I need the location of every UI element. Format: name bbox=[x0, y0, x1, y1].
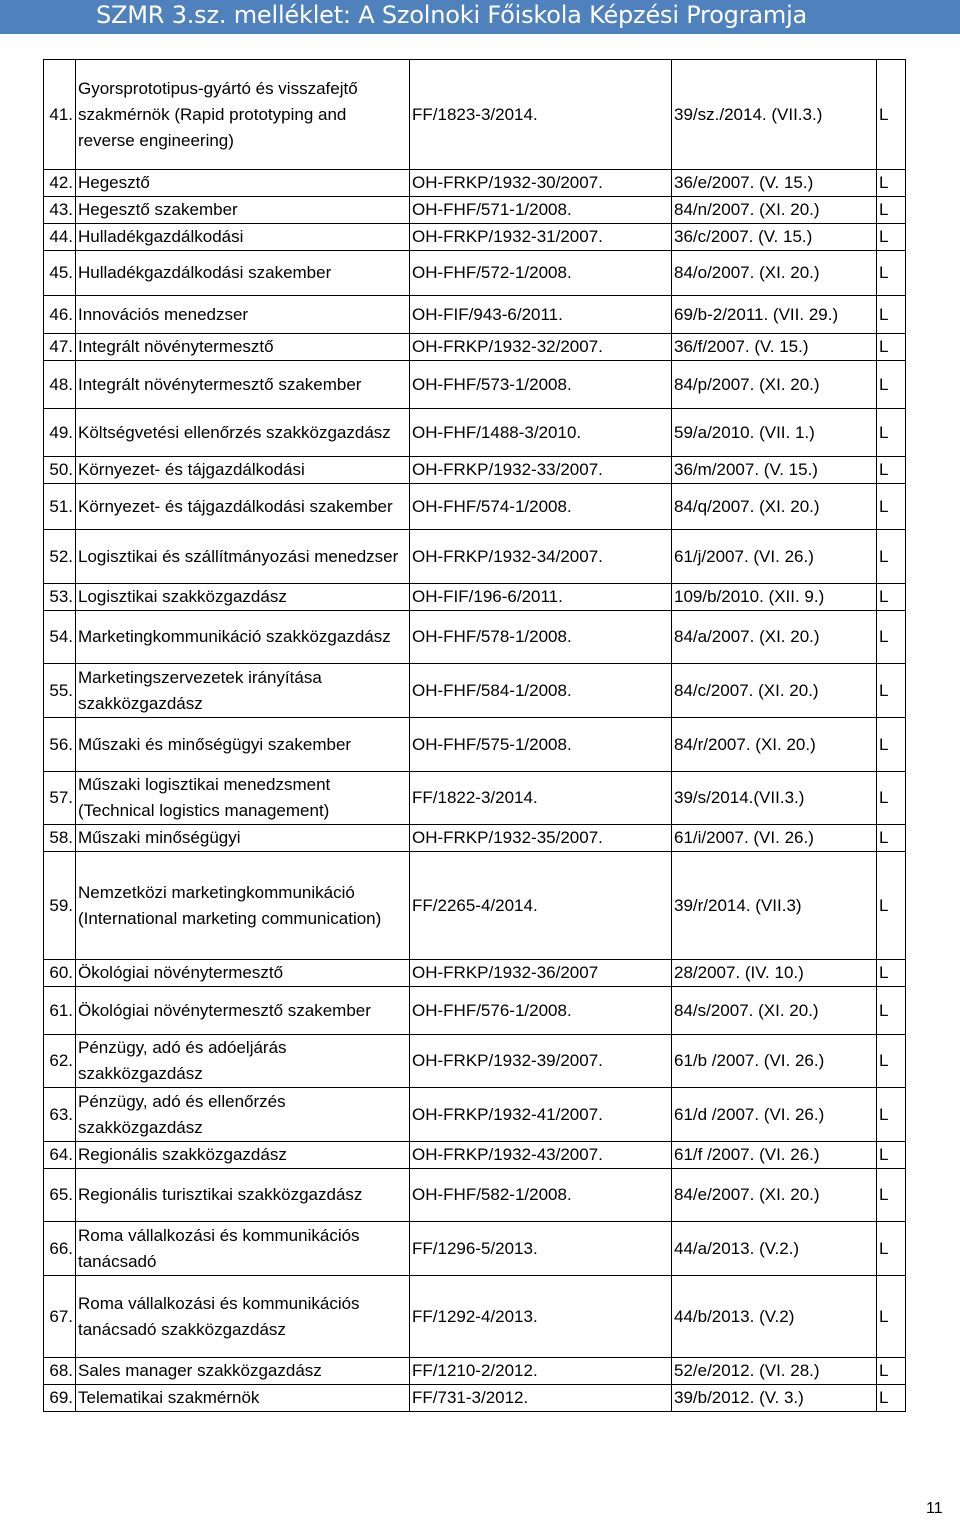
row-number: 43. bbox=[44, 197, 76, 224]
row-number: 64. bbox=[44, 1142, 76, 1169]
program-type: L bbox=[877, 1142, 906, 1169]
decision-number: 28/2007. (IV. 10.) bbox=[672, 960, 877, 987]
decision-number: 84/o/2007. (XI. 20.) bbox=[672, 251, 877, 296]
program-name: Hulladékgazdálkodási bbox=[76, 224, 410, 251]
registration-code: OH-FHF/578-1/2008. bbox=[410, 611, 672, 664]
program-type: L bbox=[877, 530, 906, 584]
decision-number: 84/a/2007. (XI. 20.) bbox=[672, 611, 877, 664]
program-type: L bbox=[877, 251, 906, 296]
table-row bbox=[44, 409, 906, 457]
decision-number: 36/c/2007. (V. 15.) bbox=[672, 224, 877, 251]
registration-code: FF/1210-2/2012. bbox=[410, 1358, 672, 1385]
decision-number: 59/a/2010. (VII. 1.) bbox=[672, 409, 877, 457]
program-name: Integrált növénytermesztő szakember bbox=[76, 361, 410, 409]
table-row bbox=[44, 611, 906, 664]
program-type: L bbox=[877, 960, 906, 987]
program-name: Gyorsprototipus-gyártó és visszafejtő szakmérnök (Rapid prototyping and reverse engineering) bbox=[76, 60, 410, 170]
table-row bbox=[44, 1276, 906, 1358]
registration-code: OH-FRKP/1932-33/2007. bbox=[410, 457, 672, 484]
program-name: Regionális turisztikai szakközgazdász bbox=[76, 1169, 410, 1222]
program-name: Logisztikai és szállítmányozási menedzser bbox=[76, 530, 410, 584]
row-number: 44. bbox=[44, 224, 76, 251]
registration-code: OH-FHF/572-1/2008. bbox=[410, 251, 672, 296]
registration-code: FF/2265-4/2014. bbox=[410, 852, 672, 960]
program-name: Hegesztő bbox=[76, 170, 410, 197]
program-type: L bbox=[877, 1358, 906, 1385]
program-name: Sales manager szakközgazdász bbox=[76, 1358, 410, 1385]
program-type: L bbox=[877, 611, 906, 664]
row-number: 58. bbox=[44, 825, 76, 852]
row-number: 45. bbox=[44, 251, 76, 296]
row-number: 55. bbox=[44, 664, 76, 718]
table-row bbox=[44, 1169, 906, 1222]
program-name: Regionális szakközgazdász bbox=[76, 1142, 410, 1169]
table-row bbox=[44, 361, 906, 409]
row-number: 51. bbox=[44, 484, 76, 530]
program-registry-table bbox=[43, 59, 906, 1412]
decision-number: 84/s/2007. (XI. 20.) bbox=[672, 987, 877, 1035]
table-row bbox=[44, 1385, 906, 1412]
row-number: 52. bbox=[44, 530, 76, 584]
registration-code: OH-FHF/576-1/2008. bbox=[410, 987, 672, 1035]
program-type: L bbox=[877, 334, 906, 361]
row-number: 47. bbox=[44, 334, 76, 361]
row-number: 62. bbox=[44, 1035, 76, 1088]
registration-code: OH-FHF/1488-3/2010. bbox=[410, 409, 672, 457]
registration-code: OH-FRKP/1932-32/2007. bbox=[410, 334, 672, 361]
registration-code: OH-FHF/573-1/2008. bbox=[410, 361, 672, 409]
program-type: L bbox=[877, 772, 906, 825]
table-row bbox=[44, 1035, 906, 1088]
table-row bbox=[44, 852, 906, 960]
table-row bbox=[44, 334, 906, 361]
program-type: L bbox=[877, 1276, 906, 1358]
table-row bbox=[44, 530, 906, 584]
row-number: 49. bbox=[44, 409, 76, 457]
program-name: Pénzügy, adó és adóeljárás szakközgazdász bbox=[76, 1035, 410, 1088]
row-number: 69. bbox=[44, 1385, 76, 1412]
row-number: 46. bbox=[44, 296, 76, 334]
registration-code: OH-FRKP/1932-35/2007. bbox=[410, 825, 672, 852]
row-number: 65. bbox=[44, 1169, 76, 1222]
table-row bbox=[44, 197, 906, 224]
decision-number: 61/j/2007. (VI. 26.) bbox=[672, 530, 877, 584]
registration-code: FF/1292-4/2013. bbox=[410, 1276, 672, 1358]
table-row bbox=[44, 1222, 906, 1276]
program-type: L bbox=[877, 296, 906, 334]
program-type: L bbox=[877, 1088, 906, 1142]
row-number: 41. bbox=[44, 60, 76, 170]
table-row bbox=[44, 484, 906, 530]
page-header-title: SZMR 3.sz. melléklet: A Szolnoki Főiskola Képzési Programja bbox=[96, 1, 808, 29]
decision-number: 39/s/2014.(VII.3.) bbox=[672, 772, 877, 825]
program-name: Pénzügy, adó és ellenőrzés szakközgazdász bbox=[76, 1088, 410, 1142]
program-name: Ökológiai növénytermesztő szakember bbox=[76, 987, 410, 1035]
program-type: L bbox=[877, 60, 906, 170]
decision-number: 84/q/2007. (XI. 20.) bbox=[672, 484, 877, 530]
registration-code: OH-FRKP/1932-31/2007. bbox=[410, 224, 672, 251]
table-row bbox=[44, 987, 906, 1035]
table-row bbox=[44, 1358, 906, 1385]
program-type: L bbox=[877, 852, 906, 960]
program-name: Roma vállalkozási és kommunikációs tanácsadó szakközgazdász bbox=[76, 1276, 410, 1358]
row-number: 59. bbox=[44, 852, 76, 960]
row-number: 67. bbox=[44, 1276, 76, 1358]
table-row bbox=[44, 251, 906, 296]
decision-number: 44/b/2013. (V.2) bbox=[672, 1276, 877, 1358]
decision-number: 84/e/2007. (XI. 20.) bbox=[672, 1169, 877, 1222]
program-name: Költségvetési ellenőrzés szakközgazdász bbox=[76, 409, 410, 457]
decision-number: 36/m/2007. (V. 15.) bbox=[672, 457, 877, 484]
decision-number: 36/e/2007. (V. 15.) bbox=[672, 170, 877, 197]
program-name: Hulladékgazdálkodási szakember bbox=[76, 251, 410, 296]
table-row bbox=[44, 60, 906, 170]
registration-code: OH-FHF/571-1/2008. bbox=[410, 197, 672, 224]
registration-code: OH-FRKP/1932-39/2007. bbox=[410, 1035, 672, 1088]
program-name: Roma vállalkozási és kommunikációs tanácsadó bbox=[76, 1222, 410, 1276]
program-name: Logisztikai szakközgazdász bbox=[76, 584, 410, 611]
decision-number: 61/b /2007. (VI. 26.) bbox=[672, 1035, 877, 1088]
program-type: L bbox=[877, 825, 906, 852]
registration-code: OH-FRKP/1932-34/2007. bbox=[410, 530, 672, 584]
table-row bbox=[44, 960, 906, 987]
program-name: Nemzetközi marketingkommunikáció (International marketing communication) bbox=[76, 852, 410, 960]
row-number: 56. bbox=[44, 718, 76, 772]
registration-code: FF/1822-3/2014. bbox=[410, 772, 672, 825]
table-row bbox=[44, 825, 906, 852]
program-name: Ökológiai növénytermesztő bbox=[76, 960, 410, 987]
registration-code: FF/1823-3/2014. bbox=[410, 60, 672, 170]
row-number: 57. bbox=[44, 772, 76, 825]
program-name: Környezet- és tájgazdálkodási szakember bbox=[76, 484, 410, 530]
program-name: Marketingkommunikáció szakközgazdász bbox=[76, 611, 410, 664]
program-type: L bbox=[877, 457, 906, 484]
program-type: L bbox=[877, 224, 906, 251]
program-type: L bbox=[877, 409, 906, 457]
table-row bbox=[44, 584, 906, 611]
program-type: L bbox=[877, 170, 906, 197]
program-name: Hegesztő szakember bbox=[76, 197, 410, 224]
program-type: L bbox=[877, 1035, 906, 1088]
row-number: 48. bbox=[44, 361, 76, 409]
program-name: Innovációs menedzser bbox=[76, 296, 410, 334]
row-number: 50. bbox=[44, 457, 76, 484]
program-name: Integrált növénytermesztő bbox=[76, 334, 410, 361]
registration-code: OH-FHF/575-1/2008. bbox=[410, 718, 672, 772]
table-row bbox=[44, 718, 906, 772]
page-number: 11 bbox=[926, 1500, 943, 1517]
decision-number: 84/p/2007. (XI. 20.) bbox=[672, 361, 877, 409]
program-type: L bbox=[877, 718, 906, 772]
row-number: 68. bbox=[44, 1358, 76, 1385]
registration-code: OH-FHF/582-1/2008. bbox=[410, 1169, 672, 1222]
registration-code: FF/1296-5/2013. bbox=[410, 1222, 672, 1276]
program-name: Műszaki logisztikai menedzsment (Technical logistics management) bbox=[76, 772, 410, 825]
decision-number: 36/f/2007. (V. 15.) bbox=[672, 334, 877, 361]
program-name: Marketingszervezetek irányítása szakközgazdász bbox=[76, 664, 410, 718]
registration-code: OH-FHF/584-1/2008. bbox=[410, 664, 672, 718]
decision-number: 84/n/2007. (XI. 20.) bbox=[672, 197, 877, 224]
decision-number: 84/c/2007. (XI. 20.) bbox=[672, 664, 877, 718]
registration-code: OH-FRKP/1932-36/2007 bbox=[410, 960, 672, 987]
decision-number: 44/a/2013. (V.2.) bbox=[672, 1222, 877, 1276]
decision-number: 109/b/2010. (XII. 9.) bbox=[672, 584, 877, 611]
registration-code: OH-FIF/943-6/2011. bbox=[410, 296, 672, 334]
table-row bbox=[44, 1088, 906, 1142]
decision-number: 39/b/2012. (V. 3.) bbox=[672, 1385, 877, 1412]
program-type: L bbox=[877, 1385, 906, 1412]
program-type: L bbox=[877, 664, 906, 718]
row-number: 42. bbox=[44, 170, 76, 197]
program-type: L bbox=[877, 1169, 906, 1222]
program-type: L bbox=[877, 484, 906, 530]
program-type: L bbox=[877, 987, 906, 1035]
table-row bbox=[44, 224, 906, 251]
table-row bbox=[44, 1142, 906, 1169]
decision-number: 61/f /2007. (VI. 26.) bbox=[672, 1142, 877, 1169]
row-number: 61. bbox=[44, 987, 76, 1035]
decision-number: 39/sz./2014. (VII.3.) bbox=[672, 60, 877, 170]
decision-number: 52/e/2012. (VI. 28.) bbox=[672, 1358, 877, 1385]
registration-code: OH-FRKP/1932-41/2007. bbox=[410, 1088, 672, 1142]
program-name: Környezet- és tájgazdálkodási bbox=[76, 457, 410, 484]
decision-number: 61/d /2007. (VI. 26.) bbox=[672, 1088, 877, 1142]
table-row bbox=[44, 170, 906, 197]
decision-number: 61/i/2007. (VI. 26.) bbox=[672, 825, 877, 852]
decision-number: 69/b-2/2011. (VII. 29.) bbox=[672, 296, 877, 334]
table-row bbox=[44, 296, 906, 334]
registration-code: OH-FHF/574-1/2008. bbox=[410, 484, 672, 530]
decision-number: 39/r/2014. (VII.3) bbox=[672, 852, 877, 960]
table-row bbox=[44, 772, 906, 825]
program-type: L bbox=[877, 197, 906, 224]
registration-code: FF/731-3/2012. bbox=[410, 1385, 672, 1412]
program-type: L bbox=[877, 361, 906, 409]
program-name: Telematikai szakmérnök bbox=[76, 1385, 410, 1412]
row-number: 60. bbox=[44, 960, 76, 987]
registration-code: OH-FRKP/1932-30/2007. bbox=[410, 170, 672, 197]
decision-number: 84/r/2007. (XI. 20.) bbox=[672, 718, 877, 772]
table-row bbox=[44, 457, 906, 484]
program-type: L bbox=[877, 1222, 906, 1276]
registration-code: OH-FIF/196-6/2011. bbox=[410, 584, 672, 611]
row-number: 54. bbox=[44, 611, 76, 664]
table-row bbox=[44, 664, 906, 718]
row-number: 63. bbox=[44, 1088, 76, 1142]
program-name: Műszaki minőségügyi bbox=[76, 825, 410, 852]
row-number: 53. bbox=[44, 584, 76, 611]
program-type: L bbox=[877, 584, 906, 611]
row-number: 66. bbox=[44, 1222, 76, 1276]
registration-code: OH-FRKP/1932-43/2007. bbox=[410, 1142, 672, 1169]
program-name: Műszaki és minőségügyi szakember bbox=[76, 718, 410, 772]
